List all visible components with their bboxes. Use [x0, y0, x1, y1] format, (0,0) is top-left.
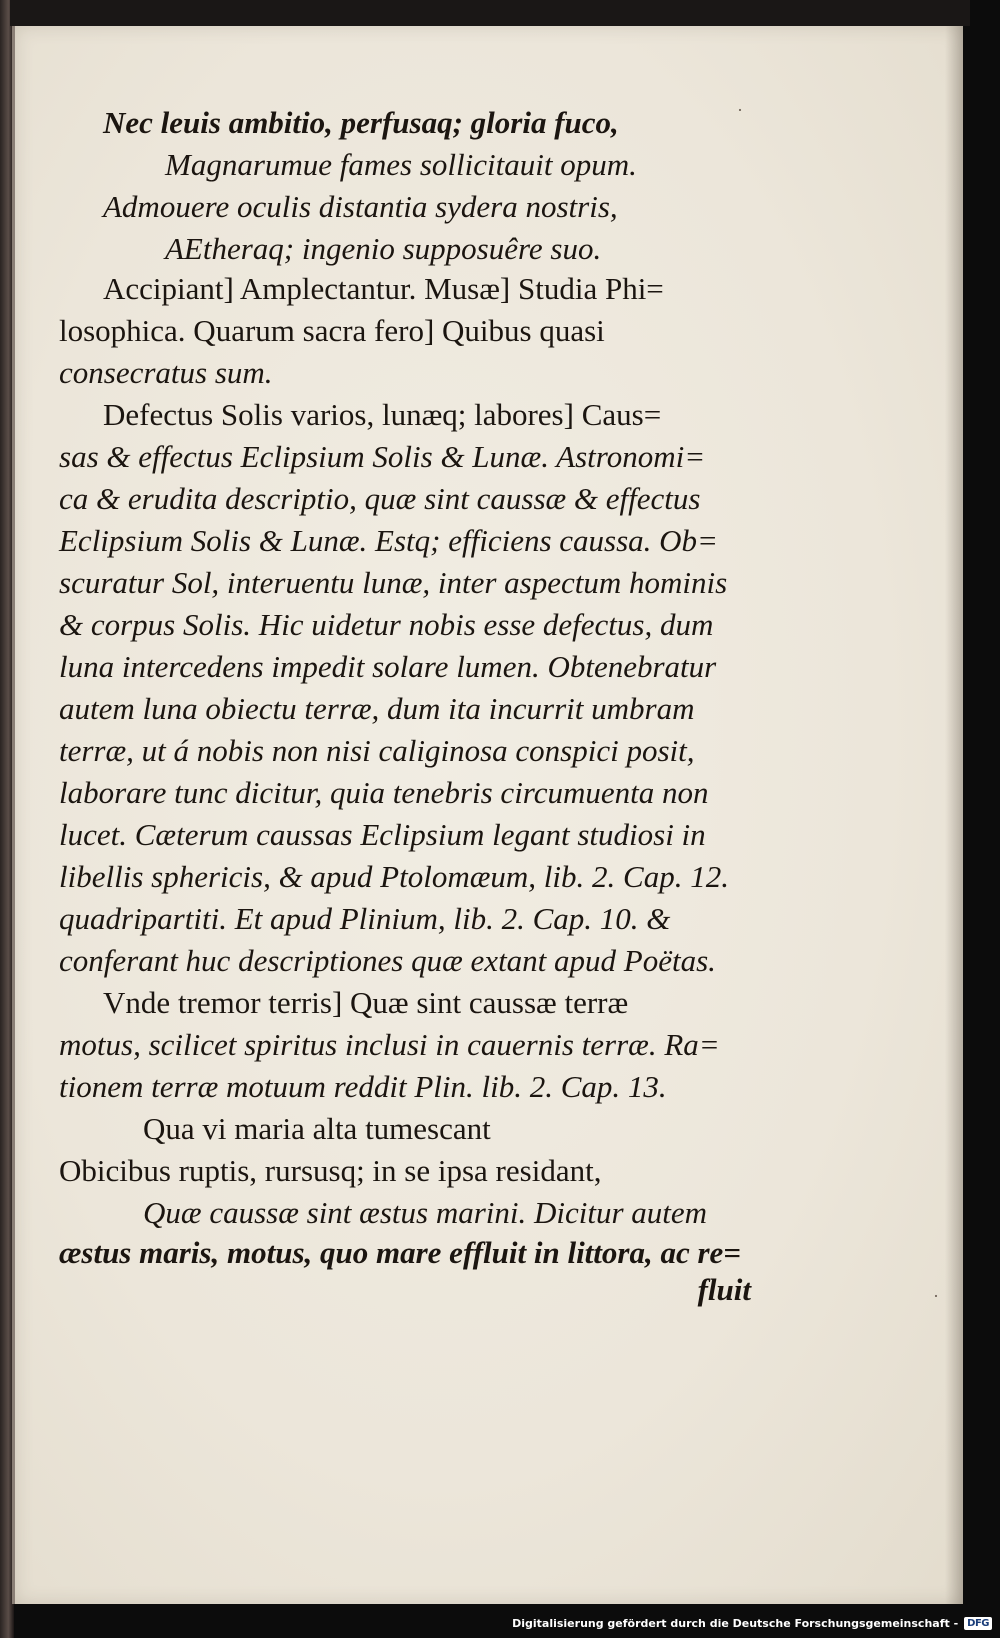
- commentary-line-20: tionem terræ motuum reddit Plin. lib. 2. Cap. 13.: [59, 1069, 667, 1104]
- commentary-line-16: quadripartiti. Et apud Plinium, lib. 2. Cap. 10. &: [59, 901, 671, 936]
- commentary-line-4: Defectus Solis varios, lunæq; labores] Caus=: [103, 397, 662, 432]
- commentary-line-10: luna intercedens impedit solare lumen. Obtenebratur: [59, 649, 717, 684]
- commentary-line-15: libellis sphericis, & apud Ptolomæum, lib. 2. Cap. 12.: [59, 859, 729, 894]
- ink-speck: ·: [737, 100, 743, 120]
- ink-speck: ·: [933, 1286, 939, 1306]
- book-page: [12, 26, 963, 1604]
- digitization-footer: [512, 1612, 992, 1634]
- catchword: fluit: [697, 1272, 751, 1307]
- commentary-line-12: terræ, ut á nobis non nisi caliginosa conspici posit,: [59, 733, 695, 768]
- dfg-logo-icon: DFG: [964, 1617, 992, 1630]
- commentary-line-17: conferant huc descriptiones quæ extant apud Poëtas.: [59, 943, 716, 978]
- commentary-line-1: Accipiant] Amplectantur. Musæ] Studia Phi=: [103, 271, 664, 306]
- page-text-block: [15, 26, 963, 1604]
- commentary-line-18: Vnde tremor terris] Quæ sint caussæ terræ: [103, 985, 629, 1020]
- verse-line-1: Nec leuis ambitio, perfusaq; gloria fuco,: [103, 105, 619, 140]
- verse-line-3: Admouere oculis distantia sydera nostris,: [103, 189, 618, 224]
- verse-line-2: Magnarumue fames sollicitauit opum.: [165, 147, 637, 182]
- lemma-line-1: Qua vi maria alta tumescant: [143, 1111, 491, 1146]
- commentary-line-7: Eclipsium Solis & Lunæ. Estq; efficiens caussa. Ob=: [59, 523, 718, 558]
- commentary-line-6: ca & erudita descriptio, quæ sint caussæ & effectus: [59, 481, 701, 516]
- commentary-line-22: æstus maris, motus, quo mare effluit in littora, ac re=: [59, 1235, 741, 1270]
- commentary-line-14: lucet. Cæterum caussas Eclipsium legant studiosi in: [59, 817, 706, 852]
- scan-top-margin: [10, 0, 970, 26]
- commentary-line-8: scuratur Sol, interuentu lunæ, inter aspectum hominis: [59, 565, 728, 600]
- commentary-line-9: & corpus Solis. Hic uidetur nobis esse defectus, dum: [59, 607, 714, 642]
- commentary-line-11: autem luna obiectu terræ, dum ita incurrit umbram: [59, 691, 695, 726]
- lemma-line-2: Obicibus ruptis, rursusq; in se ipsa residant,: [59, 1153, 602, 1188]
- footer-credit: Digitalisierung gefördert durch die Deutsche Forschungsgemeinschaft -: [512, 1616, 959, 1630]
- commentary-line-3: consecratus sum.: [59, 355, 273, 390]
- commentary-line-21: Quæ caussæ sint æstus marini. Dicitur autem: [143, 1195, 708, 1230]
- commentary-line-13: laborare tunc dicitur, quia tenebris circumuenta non: [59, 775, 709, 810]
- commentary-line-5: sas & effectus Eclipsium Solis & Lunæ. Astronomi=: [59, 439, 706, 474]
- verse-line-4: AEtheraq; ingenio supposuêre suo.: [165, 231, 602, 266]
- commentary-line-19: motus, scilicet spiritus inclusi in cauernis terræ. Ra=: [59, 1027, 720, 1062]
- commentary-line-2: losophica. Quarum sacra fero] Quibus quasi: [59, 313, 605, 348]
